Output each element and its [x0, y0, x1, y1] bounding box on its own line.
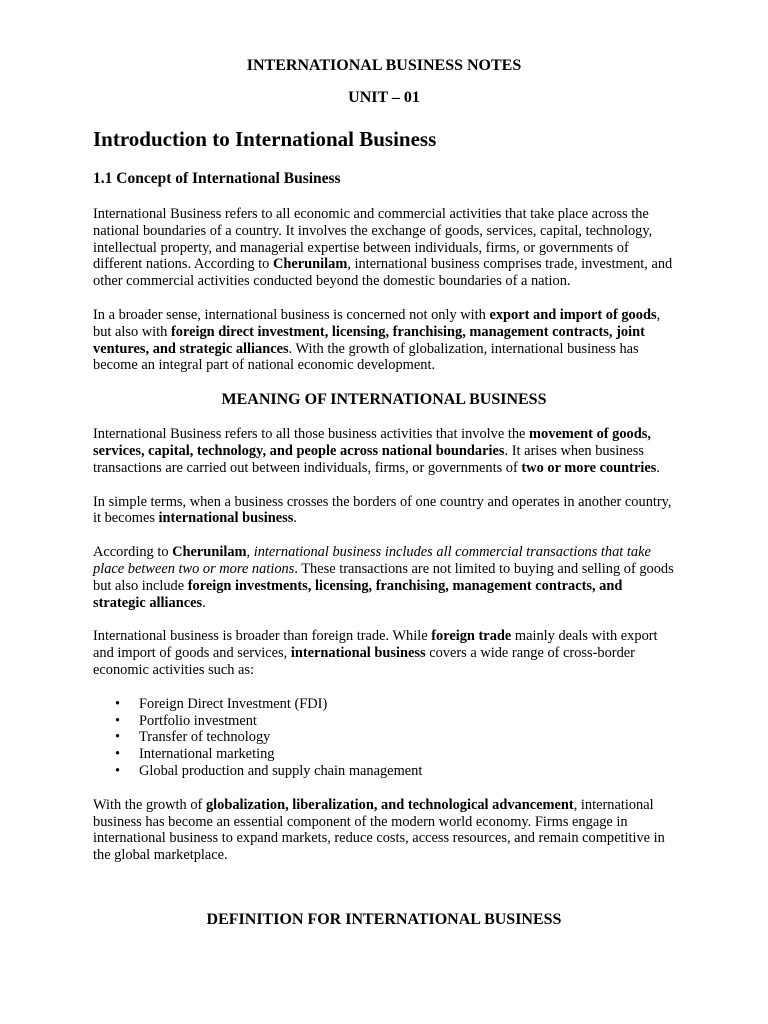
meaning-paragraph-5: With the growth of globalization, liberalization, and technological advancement, international business has become an essential component of the modern world economy. Firms engage in international business to expand markets, reduce costs, access resources, and remain competitive in the global marketplace. [93, 796, 665, 864]
bullet-icon: • [115, 712, 121, 729]
concept-paragraph-1: International Business refers to all economic and commercial activities that take place across the national boundaries of a country. It involves the exchange of goods, services, capital, technology, intellectual property, and managerial expertise between individuals, firms, or governments of different nations. According to Cherunilam, international business comprises trade, investment, and other commercial activities conducted beyond the domestic boundaries of a nation. [93, 206, 673, 290]
concept-heading: 1.1 Concept of International Business [93, 170, 341, 187]
bullet-icon: • [115, 746, 121, 763]
unit-label: UNIT – 01 [348, 89, 420, 106]
list-item: • Foreign Direct Investment (FDI) [115, 695, 328, 712]
list-item: • Transfer of technology [115, 729, 271, 746]
main-title: Introduction to International Business [93, 127, 437, 151]
meaning-paragraph-3: According to Cherunilam, international business includes all commercial transactions that take place between two or more nations. These transactions are not limited to buying and selling of goods but also include foreign investments, licensing, franchising, management contracts, and strategic alliances. [93, 544, 674, 611]
meaning-paragraph-4: International business is broader than foreign trade. While foreign trade mainly deals with export and import of goods and services, international business covers a wide range of cross-border economic activities such as: [93, 628, 658, 678]
concept-paragraph-2: In a broader sense, international business is concerned not only with export and import of goods, but also with foreign direct investment, licensing, franchising, management contracts, joint ventures, and strategic alliances. With the growth of globalization, international business has become an integral part of national economic development. [93, 306, 661, 374]
bullet-icon: • [115, 762, 121, 779]
meaning-paragraph-2: In simple terms, when a business crosses the borders of one country and operates in another country, it becomes international business. [93, 493, 672, 527]
bullet-icon: • [115, 695, 121, 712]
definition-heading: DEFINITION FOR INTERNATIONAL BUSINESS [206, 910, 562, 928]
activities-list [93, 696, 675, 780]
list-item: • Global production and supply chain management [115, 762, 423, 779]
document-page [93, 52, 675, 930]
meaning-heading: MEANING OF INTERNATIONAL BUSINESS [221, 391, 547, 409]
list-item: • International marketing [115, 746, 275, 763]
list-item: • Portfolio investment [115, 712, 257, 729]
document-title: INTERNATIONAL BUSINESS NOTES [246, 57, 522, 74]
meaning-paragraph-1: International Business refers to all those business activities that involve the movement of goods, services, capital, technology, and people across national boundaries. It arises when business transactions are carried out between individuals, firms, or governments of two or more countries. [93, 426, 660, 476]
bullet-icon: • [115, 729, 121, 746]
